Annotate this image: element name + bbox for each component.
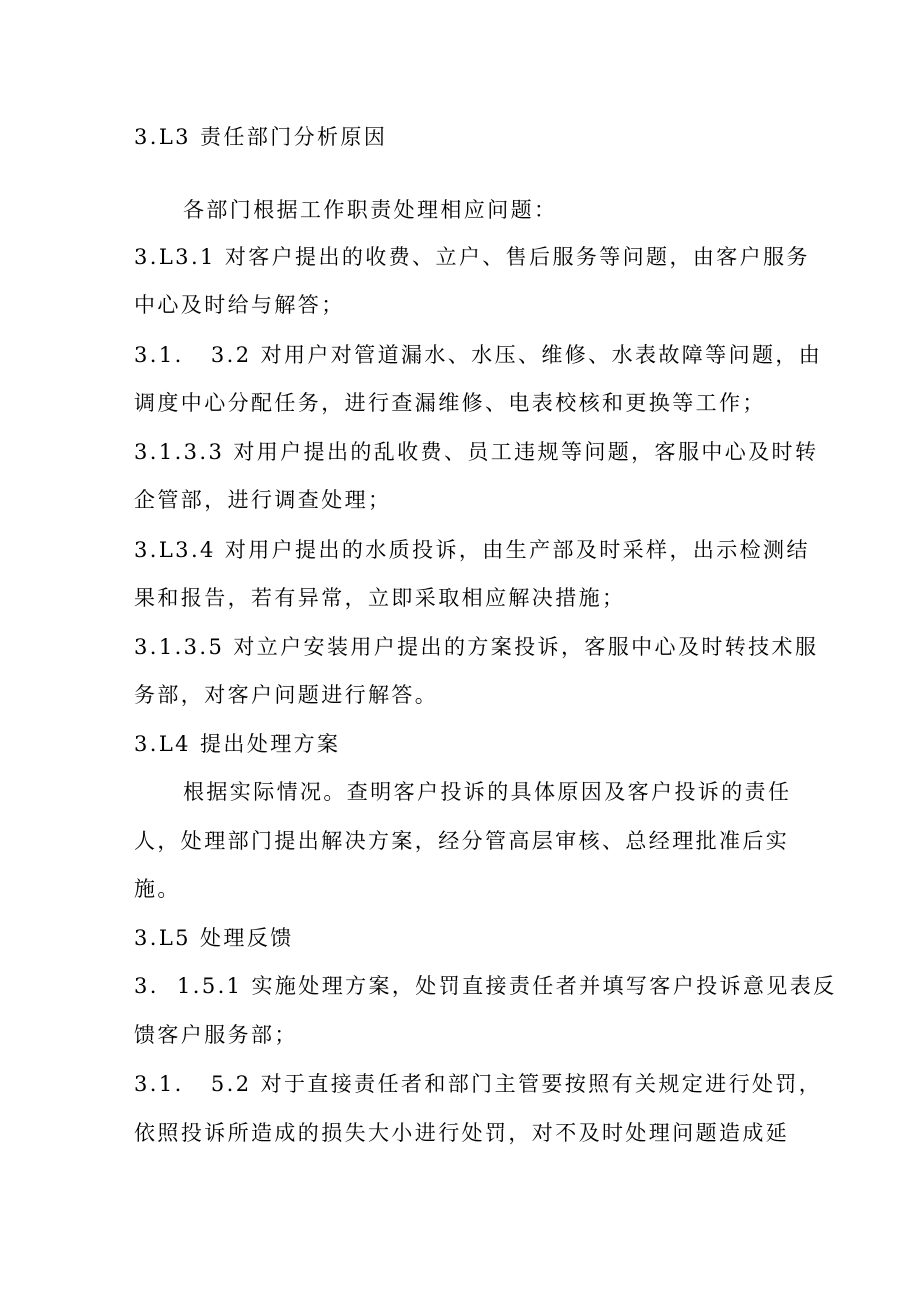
clause-3-1-5-2-line-2: 依照投诉所造成的损失大小进行处罚，对不及时处理问题造成延 (134, 1121, 790, 1145)
clause-3-1-3-2-line-2: 调度中心分配任务，进行查漏维修、电表校核和更换等工作； (134, 391, 766, 415)
clause-3-1-3-3-line-2: 企管部，进行调查处理； (134, 488, 392, 512)
clause-3-1-3-5-line-1: 3.1.3.5 对立户安装用户提出的方案投诉，客服中心及时转技术服 (134, 635, 819, 659)
clause-3-1-3-3-line-1: 3.1.3.3 对用户提出的乱收费、员工违规等问题，客服中心及时转 (134, 440, 819, 464)
paragraph-plan-line-2: 人，处理部门提出解决方案，经分管高层审核、总经理批准后实 (134, 829, 790, 853)
paragraph-intro: 各部门根据工作职责处理相应问题： (183, 198, 558, 222)
paragraph-plan-line-1: 根据实际情况。查明客户投诉的具体原因及客户投诉的责任 (183, 780, 792, 804)
section-heading-3-1-5: 3.L5 处理反馈 (134, 926, 294, 950)
clause-3-1-3-4-line-1: 3.L3.4 对用户提出的水质投诉，由生产部及时采样，出示检测结 (134, 538, 810, 562)
paragraph-plan-line-3: 施。 (134, 877, 181, 901)
clause-3-1-3-1-line-2: 中心及时给与解答； (134, 293, 345, 317)
clause-3-1-3-4-line-2: 果和报告，若有异常，立即采取相应解决措施； (134, 586, 626, 610)
clause-3-1-5-1-line-1: 3. 1.5.1 实施处理方案，处罚直接责任者并填写客户投诉意见表反 (134, 974, 837, 998)
clause-3-1-5-1-line-2: 馈客户服务部； (134, 1023, 298, 1047)
clause-3-1-3-1-line-1: 3.L3.1 对客户提出的收费、立户、售后服务等问题，由客户服务 (134, 245, 810, 269)
clause-3-1-5-2-line-1: 3.1. 5.2 对于直接责任者和部门主管要按照有关规定进行处罚， (134, 1072, 823, 1096)
section-heading-3-1-4: 3.L4 提出处理方案 (134, 732, 341, 756)
clause-3-1-3-2-line-1: 3.1. 3.2 对用户对管道漏水、水压、维修、水表故障等问题，由 (134, 343, 823, 367)
clause-3-1-3-5-line-2: 务部，对客户问题进行解答。 (134, 683, 439, 707)
section-heading-3-1-3: 3.L3 责任部门分析原因 (134, 125, 388, 149)
